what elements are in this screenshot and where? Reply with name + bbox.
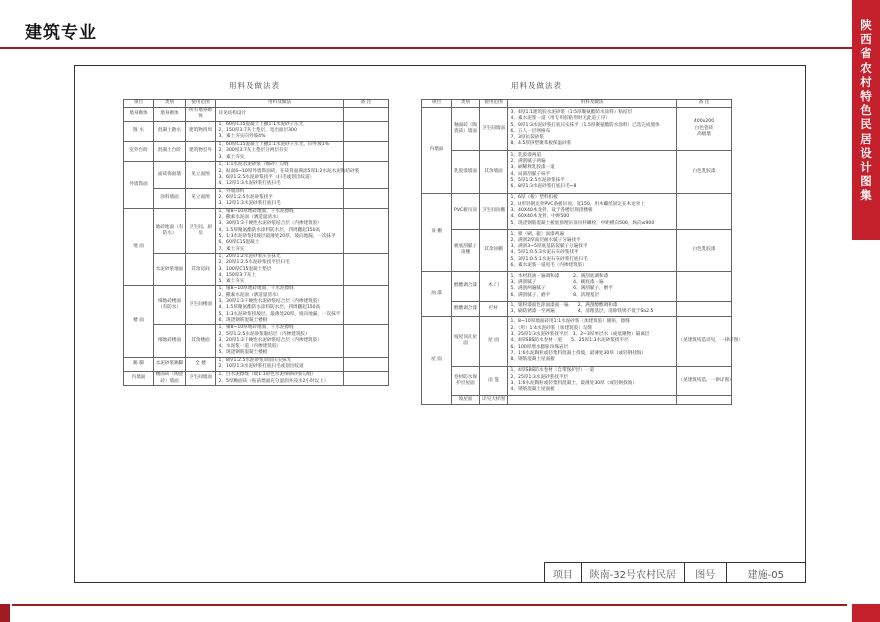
item-cell: 外墙饰面 [124,162,154,209]
category-cell: 墙身砌体 [154,108,186,122]
column-header: 用料及做法 [508,100,677,108]
item-cell: 散 水 [124,121,154,141]
step-line: 2、U形轻钢龙骨PVC条板吊顶，宽150，用木螺丝固定在木龙骨上 [510,201,645,207]
step-line: 5、3厚1:0.5:1水泥石灰砂浆打底扫毛 [510,256,588,262]
scope-cell: 所有墙身砌体 [186,108,216,122]
note-cell [677,301,732,317]
steps-cell [216,162,360,188]
scope-cell: 其余墙面 [480,150,508,193]
step-line: 1、喷（刷、辊）面漆两遍 [510,231,564,237]
item-cell: 楼 面 [124,286,154,357]
scope-cell: 详见大样图 [480,395,508,404]
steps-cell [216,121,344,141]
item-cell: 踢 脚 [124,357,154,371]
step-line: 1、8厚1:2.5水泥砂浆罩面压实抹光 [218,358,292,364]
step-line: 详见结构设计 [218,111,247,117]
column-header: 使用范围 [186,100,216,108]
table-row [124,253,389,286]
step-line: 4、水泥浆一道（内掺建筑胶） [218,344,282,350]
item-cell: 墙身砌体 [124,108,154,122]
drawing-number: 建施-05 [726,563,805,583]
step-line: 1、白水泥擦缝（或1:1彩色水泥细砂砂浆勾缝） [218,372,317,378]
step-line: 3、12厚1:3水泥砂浆打底扫毛 [218,201,281,207]
step-line: 5、满刮两遍腻子 6、满刮腻子、磨平 [510,286,613,292]
step-line: 3、30厚1:3干硬性水泥砂浆结合层（内掺建筑胶） [218,299,322,305]
side-title-char: 陕 [860,18,872,32]
category-cell: 地砖地面（有防水） [154,208,186,253]
step-line: 5、5厚1:2.5水泥砂浆抹平 [510,177,565,183]
note-line: 白色瓷砖 [694,125,714,131]
table-row [124,208,389,253]
step-line: 5、1:3水泥砂浆找坡层最薄处20厚，坡向地漏，一次抹平 [218,234,336,240]
category-cell: 乳胶漆墙面 [452,150,480,193]
steps-cell [508,193,677,229]
side-title-char: 计 [860,160,872,175]
note-cell [677,366,732,395]
top-rule [0,47,852,49]
step-line: 4、1.5厚聚氨酯防水涂料防水层，四周翻起150高 [218,305,321,311]
step-line: 4、12厚1:3水泥砂浆打底扫毛 [218,181,281,187]
step-line: 3、40X40木龙骨，设于各楼层现浇楼板 [510,207,593,213]
table-row [422,229,732,272]
table-row [422,301,732,317]
steps-cell [216,253,344,286]
step-line: 5、1:3水泥砂浆找坡层，最薄处20厚，坡向地漏，一次抹平 [218,311,341,317]
step-line: 1、60厚C15混凝土上撒1:1水泥砂子压光 [218,121,304,127]
side-band-red-bottom [852,604,880,622]
note-cell [677,272,732,301]
scope-cell: 建筑物室外 [186,141,216,161]
table-row [124,162,389,188]
step-line: 1、4厚SBS防水卷材（自带保护层）一道 [510,368,595,374]
scope-cell: 建筑物四周 [186,121,216,141]
steps-cell [508,301,677,317]
column-header: 使用范围 [480,100,508,108]
step-line: 5、现浇钢筋混凝土楼板 [218,350,268,356]
scope-cell: 其余顶棚 [480,229,508,272]
step-line: 3、20厚1:3干硬性水泥砂浆结合层（内掺建筑胶） [218,337,322,343]
drawing-number-label: 图号 [684,563,726,583]
side-title-char: 设 [860,145,872,160]
steps-cell [216,371,344,385]
project-label: 项目 [552,569,573,581]
side-title [852,18,880,203]
note-cell [677,317,743,367]
scope-cell: 其余房间 [186,253,216,286]
step-line: 1、1:1水泥水泥砂浆（细砂）勾缝 [218,162,289,168]
scope-cell: 其余楼面 [186,325,216,358]
project-name: 陕南-32号农村民居 [581,563,684,583]
item-cell: 地 面 [124,208,154,286]
step-line: 2、满刮腻子两遍 [510,159,546,165]
step-line: 5、现浇钢筋混凝土板底预埋吊顶吊杆螺栓，中距横向500，纵向≤900 [510,220,655,226]
note-cell [677,108,732,151]
scope-cell: 卫生间顶棚 [480,193,508,229]
step-line: 7、素土夯实 [218,246,245,252]
step-line: 8、4.5厚挤塑聚苯板保温砂浆 [510,141,572,147]
steps-cell [216,325,344,358]
step-line: 4、60X40木龙骨，中距500 [510,214,570,220]
step-line: 3、4厚1:1建筑胶水泥砂浆（1:5厚聚氨酯防水涂料）粘结层 [510,110,633,115]
step-line: 3、25厚1:3水泥砂浆找平层 3、2~3厚单层水（或低聚物）隔离层 [510,332,650,338]
step-line: 6、60厚C15混凝土 [218,240,260,246]
step-line: 6、五人一层网格布 [510,128,551,134]
side-title-char: 农 [860,60,872,75]
category-cell: 细地砖楼面（有防水） [154,286,186,325]
column-header: 类别 [154,100,186,108]
category-cell: 混凝土台阶 [154,141,186,161]
note-line: 高级墙 [697,132,711,138]
step-line: 2、撒素水泥面（洒适量清水） [218,292,282,298]
item-cell: 顶 棚 [422,193,452,272]
table-row [124,371,389,385]
scope-cell: 卫生间墙面 [186,371,216,385]
side-title-char: 特 [860,89,872,104]
steps-cell [508,108,677,151]
step-line: 4、素水泥浆一道（用专用胶粘剂时无此道工序） [510,116,610,122]
note-cell [344,357,389,371]
side-title-char: 图 [860,174,872,189]
step-line: 6、满刮腻子、磨平 8、清理基层 [510,292,600,298]
step-line: 2、撒素水泥面（洒适量清水） [218,215,282,221]
step-line: 4、150厚3:7灰土 [218,272,256,278]
step-line: 2、10厚1:3水泥砂浆打底扫毛或划出纹道 [218,364,304,370]
side-title-char: 集 [860,188,872,203]
steps-cell [216,108,344,122]
category-cell: 面砖饰面墙 [154,162,186,188]
bottom-rule [12,604,847,606]
corner-accent [0,604,10,622]
table-row [422,150,732,193]
steps-cell [508,272,677,301]
step-line: 1、6厚（板）塑料扣板 [510,195,558,201]
column-header: 类别 [452,100,480,108]
step-line: 5、素土夯实 [218,279,245,285]
scope-cell: 栏杆 [480,301,508,317]
table-row [124,357,389,371]
note-cell [344,208,389,253]
item-cell: 室外台阶 [124,141,154,161]
item-cell: 内墙面 [124,371,154,385]
note-cell [344,188,389,208]
step-line: 3、满刮腻子 4、刷底漆一遍 [510,280,604,286]
steps-cell [508,366,677,395]
scope-cell: 卫生间墙面 [480,108,508,151]
steps-cell [216,208,344,253]
side-title-char: 居 [860,131,872,146]
category-cell: 水泥砂浆踢脚 [154,357,186,371]
note-cell [344,162,389,188]
item-cell: 屋 面 [422,317,452,405]
step-line: 3、100厚C15混凝土垫层 [218,266,272,272]
step-line: 4、4厚SBS防水卷材一道 5、25厚1:3水泥砂浆找平层 [510,338,629,344]
column-header: 用料及做法 [216,100,344,108]
note-cell [344,141,389,161]
steps-cell [508,395,677,404]
step-line: 4、钢筋混凝土屋面板 [510,387,555,393]
step-line: 3、刷防锈漆一至两遍 4、清理基层，清除铁锈不低于Sa2.5 [510,308,654,314]
step-line: 4、局部刮腻子抹平 [510,171,551,177]
category-cell: 水泥砂浆地面 [154,253,186,286]
steps-cell [508,229,677,272]
category-cell: 混凝土散水 [154,121,186,141]
step-line: 6、100厚增水膨胀珍珠岩层 [510,344,569,350]
item-cell: 油 漆 [422,272,452,317]
step-line: 6、素水泥浆一道甩毛（内掺建筑胶） [510,263,587,269]
step-line: 3、6厚1:2.5水泥砂浆找平（扫毛或划出纹道） [218,174,315,180]
note-cell [677,193,732,229]
step-line: 2、5厚釉面砖（贴前墙面充分湿润并浸水2小时以上） [218,378,329,384]
note-cell [677,229,732,272]
step-line: 6、8厚1:3水泥砂浆打底扫毛~8 [510,184,577,190]
note-line: （见建筑构造，一律详图） [678,377,734,383]
step-line: 2、25厚1:3水泥砂浆找平层 [510,374,569,380]
note-line: 白色乳胶漆 [692,247,716,253]
step-line: 1、外墙涂料 [218,188,245,194]
step-line: 1、铺8~10厚地砖地面，干水泥擦缝 [218,286,294,292]
category-cell: 细地砖楼面 [154,325,186,358]
step-line: 2、贴面6~10厚外墙饰面砖，在砖背面满涂5厚1:2水泥水泥粘结砂浆 [218,168,360,174]
step-line: 3、素土夯实向外坡4% [218,134,266,140]
category-cell: 醇酸调合漆 [452,301,480,317]
steps-cell [508,317,677,367]
category-cell: 釉面砖（陶瓷砖）墙面 [154,371,186,385]
step-line: 4、1.5厚聚氨酯防水涂料防水层，四周翻起150高 [218,227,321,233]
step-line: 2、20厚1:2.5水泥砂浆找平层扫毛 [218,260,290,266]
step-line: 1、木材底油一遍调和漆 2、满刮底调和漆 [510,273,609,279]
step-line: 2、5厚1:2.5水泥砂浆黏结层（内掺建筑胶） [218,331,310,337]
table-row [422,366,732,395]
table-row [124,121,389,141]
step-line: 1、60厚C15混凝土上撒1:1水泥砂子压光，向外坡1% [218,142,330,148]
step-line: 1、乳胶漆两道 [510,152,541,158]
category-cell: PVC板吊顶 [452,193,480,229]
category-cell: 卷材防水保护层屋面 [452,366,480,395]
step-line: 1、20厚1:2水泥砂浆压实抹光 [218,253,281,259]
step-line: 2、6厚1:2.5水泥砂浆找平 [218,195,273,201]
note-cell [344,286,389,325]
note-cell [677,395,732,404]
title-block [544,562,806,583]
scope-cell: 卫生间、厨房 [186,208,216,253]
scope-cell: 木 门 [480,272,508,301]
scope-cell: 雨 篷 [480,366,508,395]
table-row [124,188,389,208]
column-header: 备 注 [344,100,389,108]
category-cell: 釉面砖（陶瓷砖）墙面 [452,108,480,151]
item-cell: 内墙面 [422,108,452,194]
step-line: 1、银粉漆面色涂面漆面一遍 2、满刮醇酸调和漆 [510,302,618,308]
table-row [422,317,732,367]
column-header: 项目 [422,100,452,108]
step-line: 3、30厚1:3干硬性水泥砂浆结合层（内掺建筑胶） [218,221,322,227]
category-cell: 坡屋面 [452,395,480,404]
right-table-title: 用料及做法表 [511,81,562,90]
table-row [124,141,389,161]
side-title-char: 民 [860,117,872,132]
step-line: 3、素土夯实 [218,154,245,160]
step-line: 7、3厚抗裂砂浆 [510,135,544,141]
category-cell: 坡屋顶瓦屋面 [452,317,480,367]
side-title-char: 色 [860,103,872,118]
step-line: 8、钢筋混凝土屋面板 [510,357,555,363]
note-cell [677,150,732,193]
step-line: 1、8~10厚地面砖用1:1水泥砂浆（加建筑胶）铺贴，擦缝 [510,319,630,325]
step-line: 2、150厚3:7灰土垫层，宽出面层300 [218,128,297,134]
page-heading: 建筑专业 [25,23,97,43]
step-line: 4、5厚1:0.5:3水泥石灰砂浆找平 [510,250,579,256]
steps-cell [216,357,344,371]
table-row [422,193,732,229]
right-spec-table [421,99,743,405]
note-cell [344,325,389,358]
step-line: 3、满刮3~5厚底基防裂腻子分遍找平 [510,244,588,250]
left-spec-table [123,99,389,386]
note-line: 400x200 [693,119,715,125]
step-line: 2、满刮2厚面层耐水腻子分遍找平 [510,237,581,243]
column-header: 备 注 [677,100,732,108]
steps-cell [216,286,344,325]
note-cell [344,121,389,141]
scope-cell: 全 楼 [186,357,216,371]
steps-cell [216,141,344,161]
scope-cell: 卫生间楼面 [186,286,216,325]
step-line: 2、300厚3:7灰土垫层分两层夯实 [218,148,289,154]
table-row [124,108,389,122]
category-cell: 板底刮腻子顶棚 [452,229,480,272]
note-line: 白色乳胶漆 [692,168,716,174]
side-title-char: 西 [860,32,872,47]
step-line: 3、1:6水泥陶粒或轻集料混凝土，最薄处30厚（或轻钢找坡） [510,380,637,386]
table-row [422,108,732,151]
category-cell: 醇酸调合漆 [452,272,480,301]
scope-cell: 见立面图 [186,188,216,208]
scope-cell: 见立面图 [186,162,216,188]
left-table-title: 用料及做法表 [229,81,280,90]
step-line: 2、（用）1:4水泥砂浆（加建筑胶）勾缝 [510,325,593,331]
step-line: 3、刷稀释乳胶漆一道 [510,165,555,171]
step-line: 6、现浇钢筋混凝土楼板 [218,317,268,323]
table-row [422,395,732,404]
step-line: 1、铺8~10厚地砖地面，干水泥擦缝 [218,208,294,214]
step-line: 7、1:6水泥陶粒或轻集料混凝土找坡，最薄处30厚（或轻钢找坡） [510,350,647,356]
side-title-char: 省 [860,46,872,61]
table-row [124,286,389,325]
scope-cell: 屋 面 [480,317,508,367]
table-row [422,272,732,301]
note-cell [344,371,389,385]
side-title-char: 村 [860,74,872,89]
steps-cell [216,188,344,208]
note-cell [344,108,389,122]
step-line: 5、9厚1:3水泥砂浆打底压实抹平（1.5厚聚氨酯防水涂料）已选完成墙体 [510,122,660,128]
side-band [852,0,880,622]
note-cell [344,253,389,286]
category-cell: 涂料墙面 [154,188,186,208]
note-line: （见建筑构造详见，一律详图） [678,338,743,344]
step-line: 1、铺8~10厚地砖地面，干水泥擦缝 [218,325,294,331]
steps-cell [508,150,677,193]
table-row [124,325,389,358]
column-header: 项目 [124,100,154,108]
